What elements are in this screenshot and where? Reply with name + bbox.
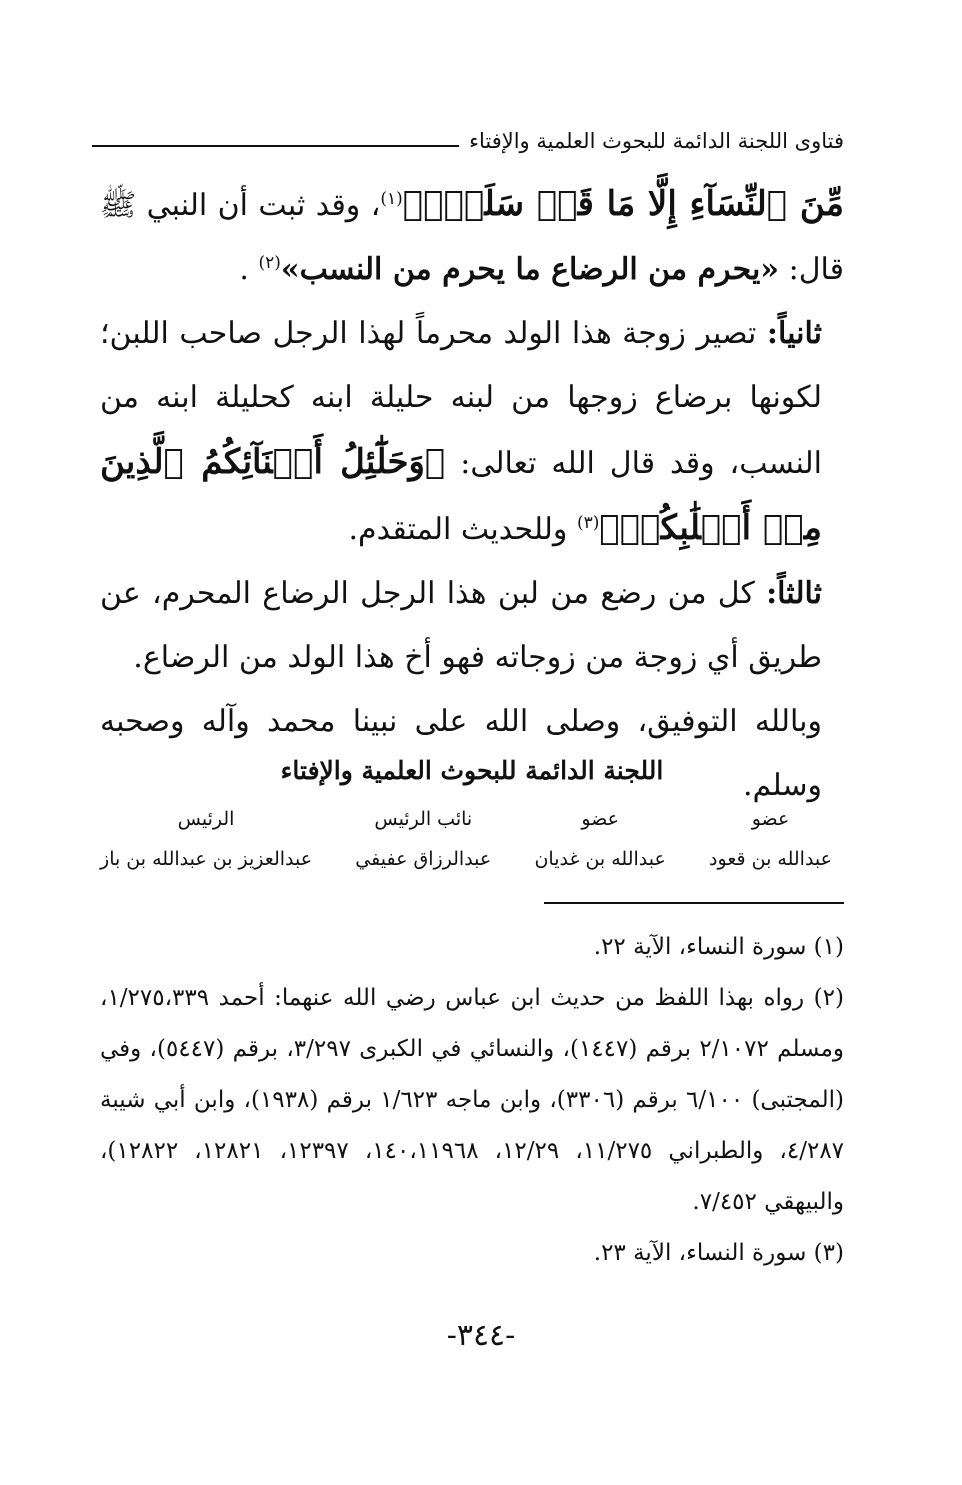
- member-role: الرئيس: [177, 808, 235, 830]
- footnote-ref-2: (٢): [258, 253, 281, 273]
- footnote-ref-1: (١): [380, 189, 403, 209]
- committee-members: [100, 808, 832, 870]
- member-1: [709, 808, 832, 870]
- paragraph-3-lead: ثالثاً:: [766, 576, 822, 611]
- paragraph-2-lead: ثانياً:: [766, 316, 822, 351]
- footnote-separator: [544, 902, 844, 904]
- hadith-text: «يحرم من الرضاع ما يحرم من النسب»: [280, 252, 780, 287]
- paragraph-1-text: ، وقد ثبت أن النبي ﷺ قال:: [100, 188, 844, 287]
- committee-name: اللجنة الدائمة للبحوث العلمية والإفتاء: [280, 756, 664, 785]
- paragraph-3-text: كل من رضع من لبن هذا الرجل الرضاع المحرم، عن طريق أي زوجة من زوجاته فهو أخ هذا الولد من الرضاع.: [100, 576, 822, 675]
- member-3: [355, 808, 491, 870]
- paragraph-2-text: تصير زوجة هذا الولد محرماً لهذا الرجل صاحب اللبن؛ لكونها برضاع زوجها من لبنه حليلة ابنه كحليلة ابنه من النسب، وقد قال الله تعالى:: [100, 316, 822, 481]
- member-role: عضو: [581, 808, 619, 830]
- running-header: [92, 118, 844, 152]
- paragraph-3: [100, 562, 844, 690]
- paragraph-2-end: وللحديث المتقدم.: [348, 512, 577, 547]
- paragraph-1: [100, 172, 844, 302]
- page-number: -٣٤٤-: [446, 1318, 516, 1353]
- footnote-1: (١) سورة النساء، الآية ٢٢.: [593, 934, 844, 960]
- footnotes: [100, 922, 844, 1279]
- member-name: عبدالله بن غديان: [534, 848, 666, 870]
- member-4: [100, 808, 312, 870]
- quran-verse-2: ﴿وَحَلَٰٓئِلُ أَبۡنَآئِكُمُ ٱلَّذِينَ مِنۡ أَصۡلَٰبِكُمۡ﴾: [100, 442, 822, 548]
- member-role: عضو: [751, 808, 790, 830]
- fatwa-body: [100, 172, 844, 818]
- paragraph-2: [100, 302, 844, 562]
- footnote-2: (٢) رواه بهذا اللفظ من حديث ابن عباس رضي الله عنهما: أحمد ١/٢٧٥،٣٣٩، ومسلم ٢/١٠٧٢ برقم (١٤٤٧)، والنسائي في الكبرى ٣/٢٩٧، برقم (٥٤٤٧)، وفي (المجتبى) ٦/١٠٠ برقم (٣٣٠٦)، وابن ماجه ١/٦٢٣ برقم (١٩٣٨)، وابن أبي شيبة ٤/٢٨٧، والطبراني ١١/٢٧٥، ١٢/٢٩، ١٤٠،١١٩٦٨، ١٢٣٩٧، ١٢٨٢١، ١٢٨٢٢)، والبيهقي ٧/٤٥٢.: [100, 985, 845, 1215]
- member-role: نائب الرئيس: [374, 808, 473, 830]
- header-title: فتاوى اللجنة الدائمة للبحوث العلمية والإفتاء: [469, 129, 844, 153]
- member-2: [534, 808, 665, 870]
- closing-line: وبالله التوفيق، وصلى الله على نبينا محمد وآله وصحبه وسلم.: [100, 704, 822, 803]
- header-rule: [92, 145, 459, 147]
- footnote-3: (٣) سورة النساء، الآية ٢٣.: [593, 1240, 844, 1266]
- quran-verse-1: مِّنَ ٱلنِّسَآءِ إِلَّا مَا قَدۡ سَلَفَۚ﴾: [402, 184, 844, 224]
- member-name: عبدالعزيز بن عبدالله بن باز: [100, 848, 313, 870]
- paragraph-1-end: .: [239, 252, 259, 287]
- member-name: عبدالرزاق عفيفي: [355, 848, 492, 870]
- member-name: عبدالله بن قعود: [709, 848, 832, 870]
- footnote-ref-3: (٣): [576, 513, 600, 533]
